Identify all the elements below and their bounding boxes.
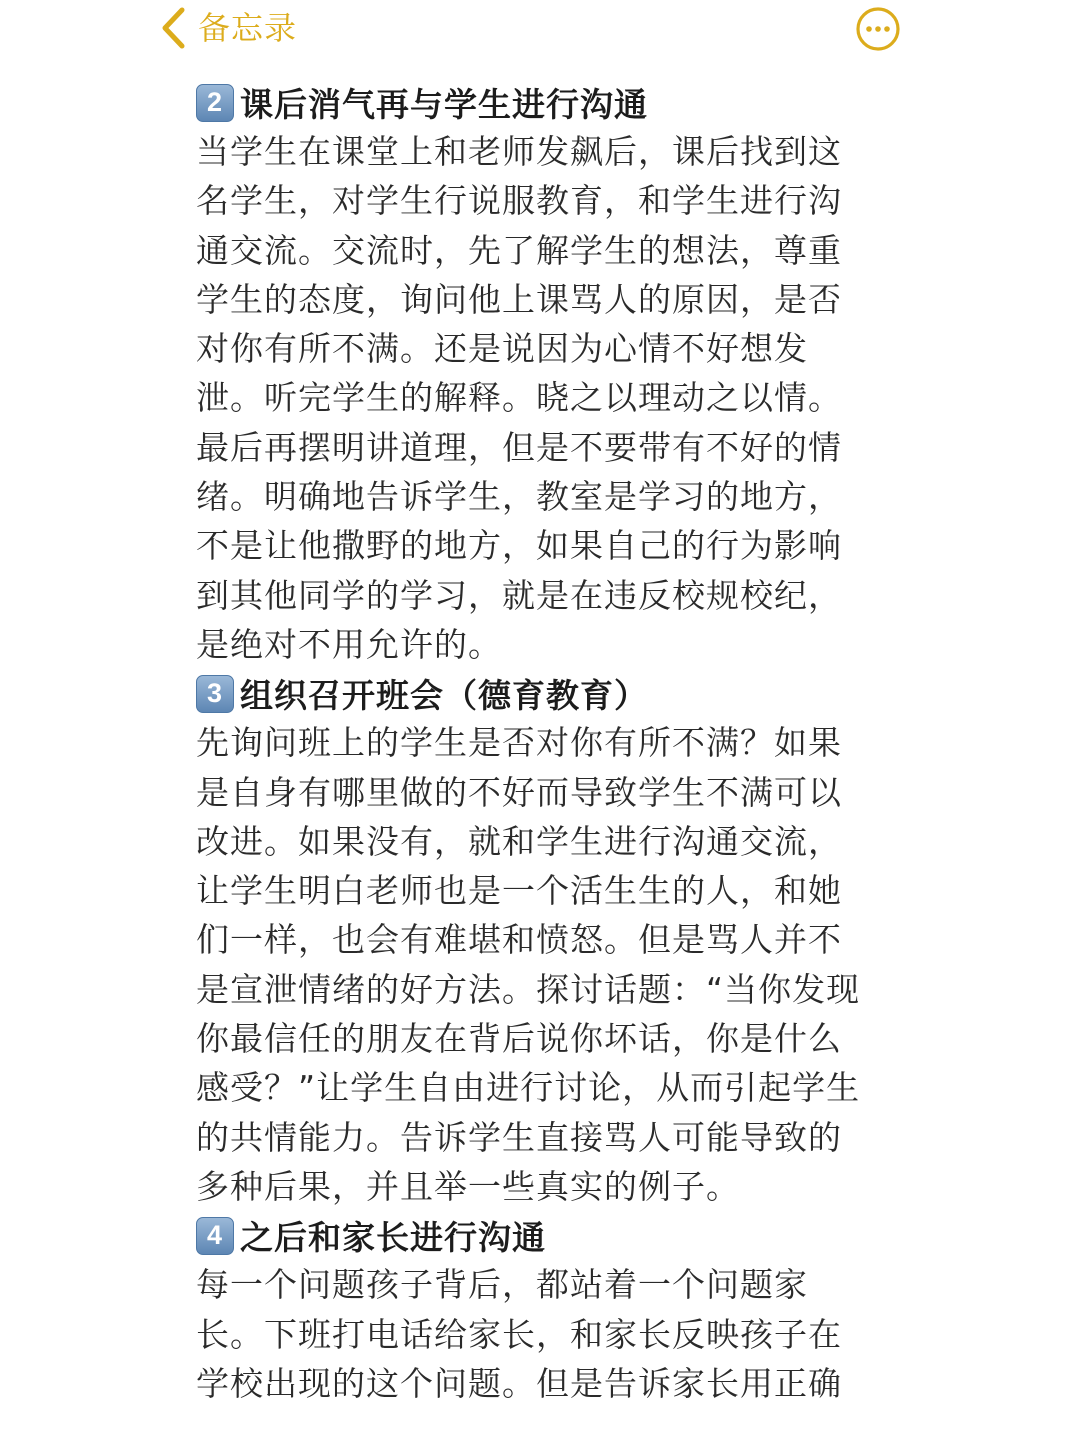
chevron-left-icon — [160, 7, 186, 49]
more-ellipsis-icon — [855, 6, 901, 52]
paragraph-line: 每一个问题孩子背后，都站着一个问题家 — [196, 1265, 808, 1305]
section-title: 组织召开班会（德育教育） — [240, 676, 648, 716]
section-title: 课后消气再与学生进行沟通 — [240, 85, 648, 124]
paragraph-line: 名学生，对学生行说服教育，和学生进行沟 — [196, 181, 842, 221]
number-badge-icon: 3 — [196, 675, 234, 713]
section-heading — [196, 669, 886, 718]
paragraph-line: 们一样，也会有难堪和愤怒。但是骂人并不 — [196, 920, 842, 960]
back-button[interactable] — [160, 6, 297, 50]
navigation-bar — [0, 0, 1080, 60]
number-badge-icon: 4 — [196, 1217, 234, 1255]
back-label: 备忘录 — [198, 9, 298, 47]
section-title: 之后和家长进行沟通 — [240, 1218, 546, 1258]
more-button[interactable] — [855, 6, 901, 52]
paragraph-line: 学生的态度，询问他上课骂人的原因，是否 — [196, 279, 842, 319]
paragraph-line: 多种后果，并且举一些真实的例子。 — [196, 1166, 740, 1206]
section-heading — [196, 78, 886, 127]
paragraph-line: 的共情能力。告诉学生直接骂人可能导致的 — [196, 1117, 842, 1157]
paragraph-line: 长。下班打电话给家长，和家长反映孩子在 — [196, 1314, 842, 1354]
paragraph-line: 让学生明白老师也是一个活生生的人，和她 — [196, 871, 842, 911]
note-body[interactable] — [196, 78, 886, 1408]
paragraph-line: 不是让他撒野的地方，如果自己的行为影响 — [196, 526, 842, 566]
number-badge-icon: 2 — [196, 84, 234, 122]
paragraph-line: 通交流。交流时，先了解学生的想法，尊重 — [196, 230, 842, 270]
paragraph-line: 是绝对不用允许的。 — [196, 624, 502, 664]
section-heading — [196, 1211, 886, 1260]
paragraph-line: 到其他同学的学习，就是在违反校规校纪， — [196, 575, 842, 615]
paragraph-line: 当学生在课堂上和老师发飙后，课后找到这 — [196, 132, 842, 171]
paragraph-line: 最后再摆明讲道理，但是不要带有不好的情 — [196, 427, 842, 467]
paragraph-line: 泄。听完学生的解释。晓之以理动之以情。 — [196, 378, 842, 418]
paragraph-line: 是宣泄情绪的好方法。探讨话题：“当你发现 — [196, 969, 861, 1009]
paragraph-line: 先询问班上的学生是否对你有所不满？如果 — [196, 723, 842, 763]
paragraph-line: 学校出现的这个问题。但是告诉家长用正确 — [196, 1363, 842, 1403]
paragraph-line: 是自身有哪里做的不好而导致学生不满可以 — [196, 772, 842, 812]
paragraph-line: 你最信任的朋友在背后说你坏话，你是什么 — [196, 1019, 842, 1059]
paragraph-line: 对你有所不满。还是说因为心情不好想发 — [196, 329, 808, 369]
paragraph-line: 绪。明确地告诉学生，教室是学习的地方， — [196, 477, 842, 517]
paragraph-line: 改进。如果没有，就和学生进行沟通交流， — [196, 821, 842, 861]
paragraph-line: 感受？”让学生自由进行讨论，从而引起学生 — [196, 1068, 861, 1108]
